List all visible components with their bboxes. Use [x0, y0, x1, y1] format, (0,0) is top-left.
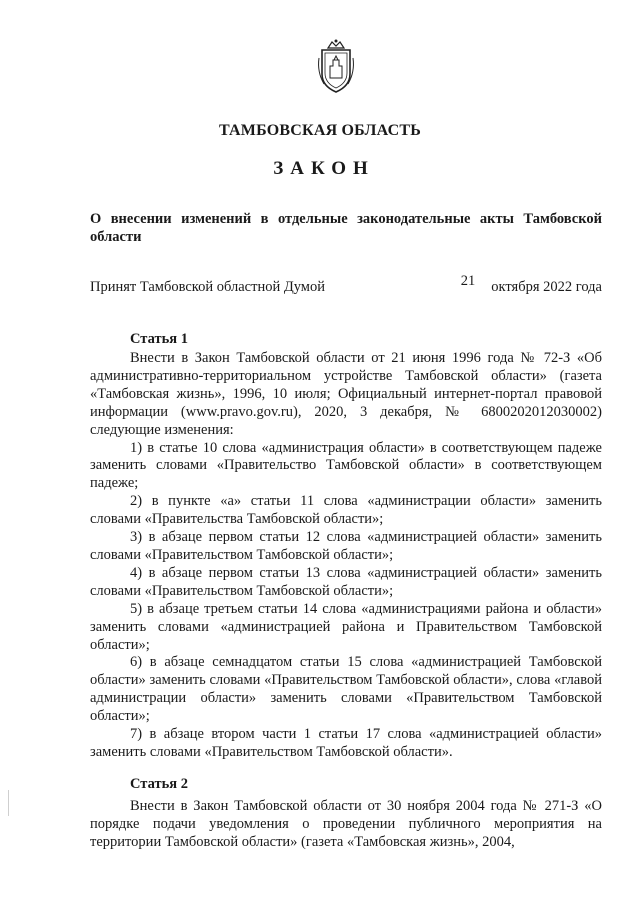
article-2-body [90, 798, 602, 852]
article-1-paragraph: Внести в Закон Тамбовской области от 21 июня 1996 года № 72-З «Об административно-территориальном устройстве Тамбовской области» (газета «Тамбовская жизнь», 1996, 10 июля; Официальный интернет-портал правовой информации (www.pravo.gov.ru), 2020, 3 декабря, № 6800202012030002) следующие изменения: [90, 350, 602, 438]
article-1-item: 6) в абзаце семнадцатом статьи 15 слова «администрацией Тамбовской области» заменить словами «Правительством Тамбовской области», слова «главой администрации области» заменить словами «Правительством Тамбовской области»; [90, 654, 602, 725]
article-1-item: 7) в абзаце втором части 1 статьи 17 слова «администрацией области» заменить словами «Правительством Тамбовской области». [90, 726, 602, 760]
adoption-line [90, 273, 602, 296]
article-1-item: 5) в абзаце третьем статьи 14 слова «администрациями района и области» заменить словами «администрацией района и Правительством Тамбовской области»; [90, 600, 602, 653]
document-type: ЗАКОН [273, 158, 375, 179]
scan-margin-mark [8, 790, 9, 816]
adoption-text: Принят Тамбовской областной Думой [90, 279, 325, 295]
article-1-item: 1) в статье 10 слова «администрация области» в соответствующем падеже заменить словами «Правительство Тамбовской области» в соответствующем падеже; [90, 439, 602, 492]
article-1-item: 2) в пункте «а» статьи 11 слова «администрации области» заменить словами «Правительства Тамбовской области»; [90, 493, 602, 528]
article-1-item: 3) в абзаце первом статьи 12 слова «администрацией области» заменить словами «Правительством Тамбовской области»; [90, 529, 602, 563]
tambov-coat-of-arms-icon [316, 38, 356, 96]
region-heading: ТАМБОВСКАЯ ОБЛАСТЬ [218, 122, 422, 139]
article-1-heading: Статья 1 [130, 331, 188, 347]
article-2-heading: Статья 2 [130, 776, 188, 792]
law-title: О внесении изменений в отдельные законодательные акты Тамбовской области [90, 211, 602, 245]
article-1-body [90, 350, 602, 762]
adoption-day: 21 [460, 273, 476, 289]
adoption-date [460, 273, 602, 296]
article-1-item: 4) в абзаце первом статьи 13 слова «администрацией области» заменить словами «Правительством Тамбовской области»; [90, 564, 602, 599]
article-2-paragraph: Внести в Закон Тамбовской области от 30 ноября 2004 года № 271-З «О порядке подачи уведомления о проведении публичного мероприятия на территории Тамбовской области» (газета «Тамбовская жизнь», 2004, [90, 798, 602, 850]
adoption-month-year: октября 2022 года [491, 279, 602, 295]
